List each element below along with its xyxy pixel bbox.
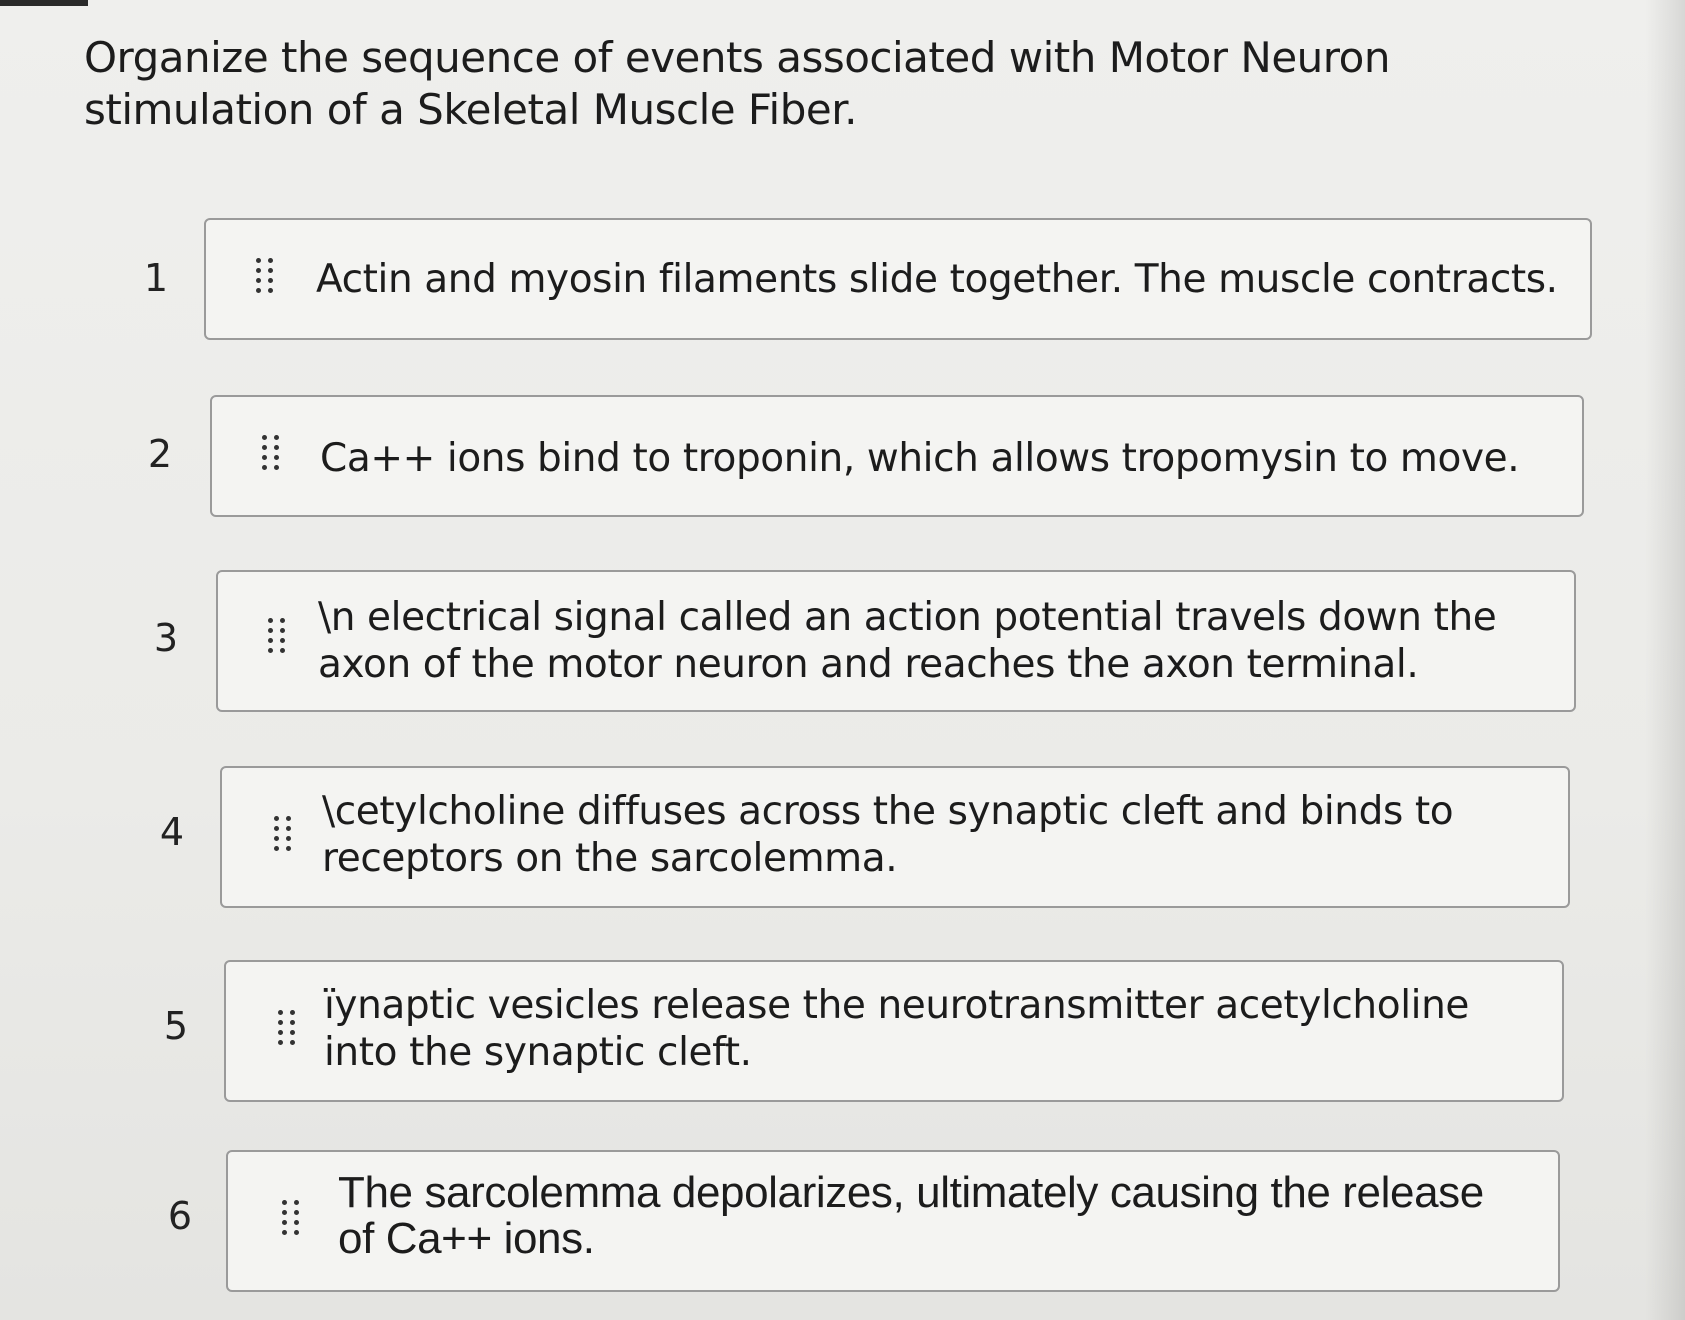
draggable-answer-card[interactable] bbox=[216, 570, 1576, 712]
drag-handle-icon[interactable] bbox=[278, 1010, 300, 1045]
answer-text: The sarcolemma depolarizes, ultimately causing the release of Ca++ ions. bbox=[338, 1168, 1484, 1263]
position-number: 1 bbox=[143, 256, 169, 300]
window-corner-tab bbox=[0, 0, 88, 6]
position-number: 6 bbox=[167, 1194, 193, 1238]
answer-text: \n electrical signal called an action potential travels down the axon of the motor neuron and reaches the axon terminal. bbox=[318, 595, 1497, 687]
position-number: 4 bbox=[159, 810, 185, 854]
answer-text: Ca++ ions bind to troponin, which allows tropomysin to move. bbox=[320, 436, 1520, 481]
position-number: 3 bbox=[153, 616, 179, 660]
answer-text: ïynaptic vesicles release the neurotransmitter acetylcholine into the synaptic cleft. bbox=[324, 983, 1469, 1075]
page-edge-shadow bbox=[1645, 0, 1685, 1320]
answer-text: Actin and myosin filaments slide together. The muscle contracts. bbox=[316, 257, 1558, 302]
draggable-answer-card[interactable] bbox=[210, 395, 1584, 517]
drag-handle-icon[interactable] bbox=[274, 816, 296, 851]
answer-text: \cetylcholine diffuses across the synaptic cleft and binds to receptors on the sarcolemma. bbox=[322, 789, 1454, 881]
drag-handle-icon[interactable] bbox=[256, 258, 278, 293]
drag-handle-icon[interactable] bbox=[268, 618, 290, 653]
position-number: 5 bbox=[163, 1004, 189, 1048]
draggable-answer-card[interactable] bbox=[226, 1150, 1560, 1292]
position-number: 2 bbox=[147, 432, 173, 476]
draggable-answer-card[interactable] bbox=[204, 218, 1592, 340]
draggable-answer-card[interactable] bbox=[224, 960, 1564, 1102]
drag-handle-icon[interactable] bbox=[262, 435, 284, 470]
question-prompt: Organize the sequence of events associated with Motor Neuron stimulation of a Skeletal Muscle Fiber. bbox=[84, 33, 1390, 134]
draggable-answer-card[interactable] bbox=[220, 766, 1570, 908]
drag-handle-icon[interactable] bbox=[282, 1200, 304, 1235]
